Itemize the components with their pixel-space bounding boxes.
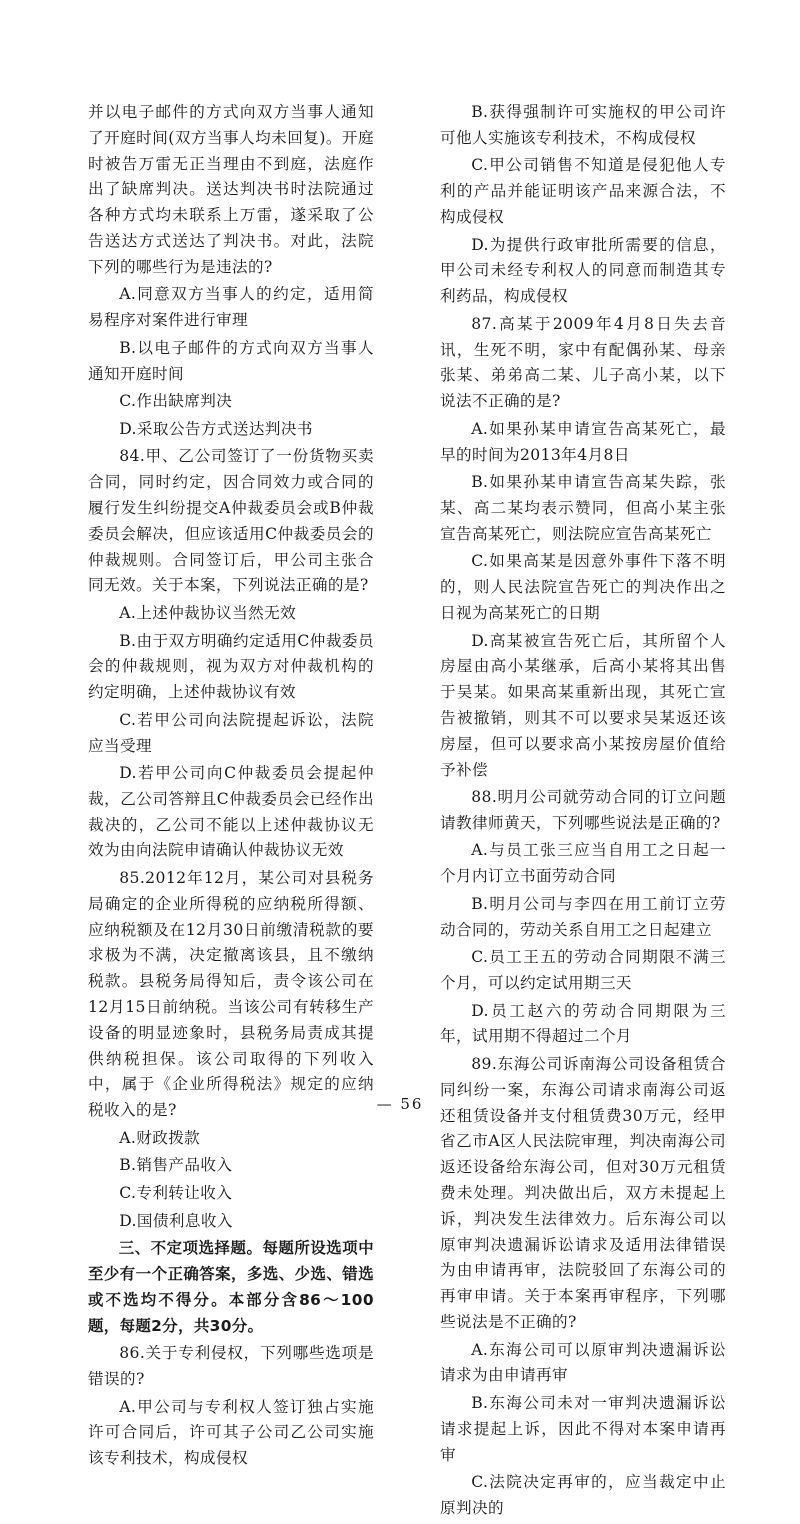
paragraph: B.明月公司与李四在用工前订立劳动合同的，劳动关系自用工之日起建立 [440,894,726,939]
paragraph: C.如果高某是因意外事件下落不明的，则人民法院宣告死亡的判决作出之日视为高某死亡的日期 [440,552,726,622]
paragraph: 并以电子邮件的方式向双方当事人通知了开庭时间(双方当事人均未回复)。开庭时被告万雷无正当理由不到庭，法庭作出了缺席判决。送达判决书时法院通过各种方式均未联系上万雷，遂采取了公告送达方式送达了判决书。对此，法院下列的哪些行为是违法的? [88,103,374,276]
paragraph: A.财政拨款 [119,1128,201,1147]
paragraph: C.作出缺席判决 [119,392,233,411]
paragraph: 85.2012年12月，某公司对县税务局确定的企业所得税的应纳税所得额、应纳税额及在12月30日前缴清税款的要求极为不满，决定撤离该县，且不缴纳税款。县税务局得知后，责令该公司在12月15日前纳税。当该公司有转移生产设备的明显迹象时，县税务局责成其提供纳税担保。该公司取得的下列收入中，属于《企业所得税法》规定的应纳税收入的是? [88,869,374,1120]
paragraph: C.员工王五的劳动合同期限不满三个月，可以约定试用期三天 [440,948,726,993]
paragraph: B.东海公司未对一审判决遗漏诉讼请求提起上诉，因此不得对本案申请再审 [440,1394,726,1464]
paragraph: A.上述仲裁协议当然无效 [119,603,297,622]
paragraph: A.同意双方当事人的约定，适用简易程序对案件进行审理 [88,285,374,330]
paragraph: D.员工赵六的劳动合同期限为三年，试用期不得超过二个月 [440,1001,726,1046]
paragraph: 89.东海公司诉南海公司设备租赁合同纠纷一案，东海公司请求南海公司返还租赁设备并支付租赁费30万元，经甲省乙市A区人民法院审理，判决南海公司返还设备给东海公司，但对30万元租赁费未处理。判决做出后，双方未提起上诉，判决发生法律效力。后东海公司以原审判决遗漏诉讼请求及适用法律错误为由申请再审，法院驳回了东海公司的再审申请。关于本案再审程序，下列哪些说法是不正确的? [440,1055,726,1332]
paragraph: 86.关于专利侵权，下列哪些选项是错误的? [88,1344,374,1388]
paragraph: 88.明月公司就劳动合同的订立问题请教律师黄天，下列哪些说法是正确的? [440,788,726,832]
paragraph: A.东海公司可以原审判决遗漏诉讼请求为由申请再审 [440,1340,726,1385]
paragraph: C.若甲公司向法院提起诉讼，法院应当受理 [88,710,374,755]
paragraph: D.采取公告方式送达判决书 [119,419,313,438]
paragraph: D.国债利息收入 [119,1211,233,1230]
paragraph: B.由于双方明确约定适用C仲裁委员会的仲裁规则，视为双方对仲裁机构的约定明确，上述仲裁协议有效 [88,631,374,702]
paragraph: B.销售产品收入 [119,1156,233,1175]
paragraph: D.若甲公司向C仲裁委员会提起仲裁，乙公司答辩且C仲裁委员会已经作出裁决的，乙公司不能以上述仲裁协议无效为由向法院申请确认仲裁协议无效 [88,764,374,860]
section-heading: 三、不定项选择题。每题所设选项中至少有一个正确答案，多选、少选、错选或不选均不得分。本部分含86～100题，每题2分，共30分。 [88,1239,374,1335]
paragraph: C.法院决定再审的，应当裁定中止原判决的 [440,1473,726,1517]
paragraph: 87.高某于2009年4月8日失去音讯，生死不明，家中有配偶孙某、母亲张某、弟弟高二某、儿子高小某，以下说法不正确的是? [440,314,726,411]
paragraph: B.如果孙某申请宣告高某失踪，张某、高二某均表示赞同，但高小某主张宣告高某死亡，则法院应宣告高某死亡 [440,473,726,543]
paragraph: A.如果孙某申请宣告高某死亡，最早的时间为2013年4月8日 [440,419,726,464]
paragraph: C.专利转让收入 [119,1184,233,1203]
paragraph: C.甲公司销售不知道是侵犯他人专利的产品并能证明该产品来源合法，不构成侵权 [440,156,726,226]
paragraph: D.为提供行政审批所需要的信息，甲公司未经专利权人的同意而制造其专利药品，构成侵权 [440,235,726,306]
page-number: — 56 [376,1095,424,1113]
right-column [440,100,726,1524]
paragraph: B.获得强制许可实施权的甲公司许可他人实施该专利技术，不构成侵权 [440,103,726,147]
left-column [88,100,374,1474]
paragraph: D.高某被宣告死亡后，其所留个人房屋由高小某继承，后高小某将其出售于吴某。如果高某重新出现，其死亡宣告被撤销，则其不可以要求吴某返还该房屋，但可以要求高小某按房屋价值给予补偿 [440,631,726,779]
paragraph: 84.甲、乙公司签订了一份货物买卖合同，同时约定，因合同效力或合同的履行发生纠纷提交A仲裁委员会或B仲裁委员会解决，但应该适用C仲裁委员会的仲裁规则。合同签订后，甲公司主张合同无效。关于本案，下列说法正确的是? [88,447,374,595]
paragraph: B.以电子邮件的方式向双方当事人通知开庭时间 [88,338,374,383]
paragraph: A.甲公司与专利权人签订独占实施许可合同后，许可其子公司乙公司实施该专利技术，构成侵权 [88,1397,374,1468]
paragraph: A.与员工张三应当自用工之日起一个月内订立书面劳动合同 [440,841,726,886]
